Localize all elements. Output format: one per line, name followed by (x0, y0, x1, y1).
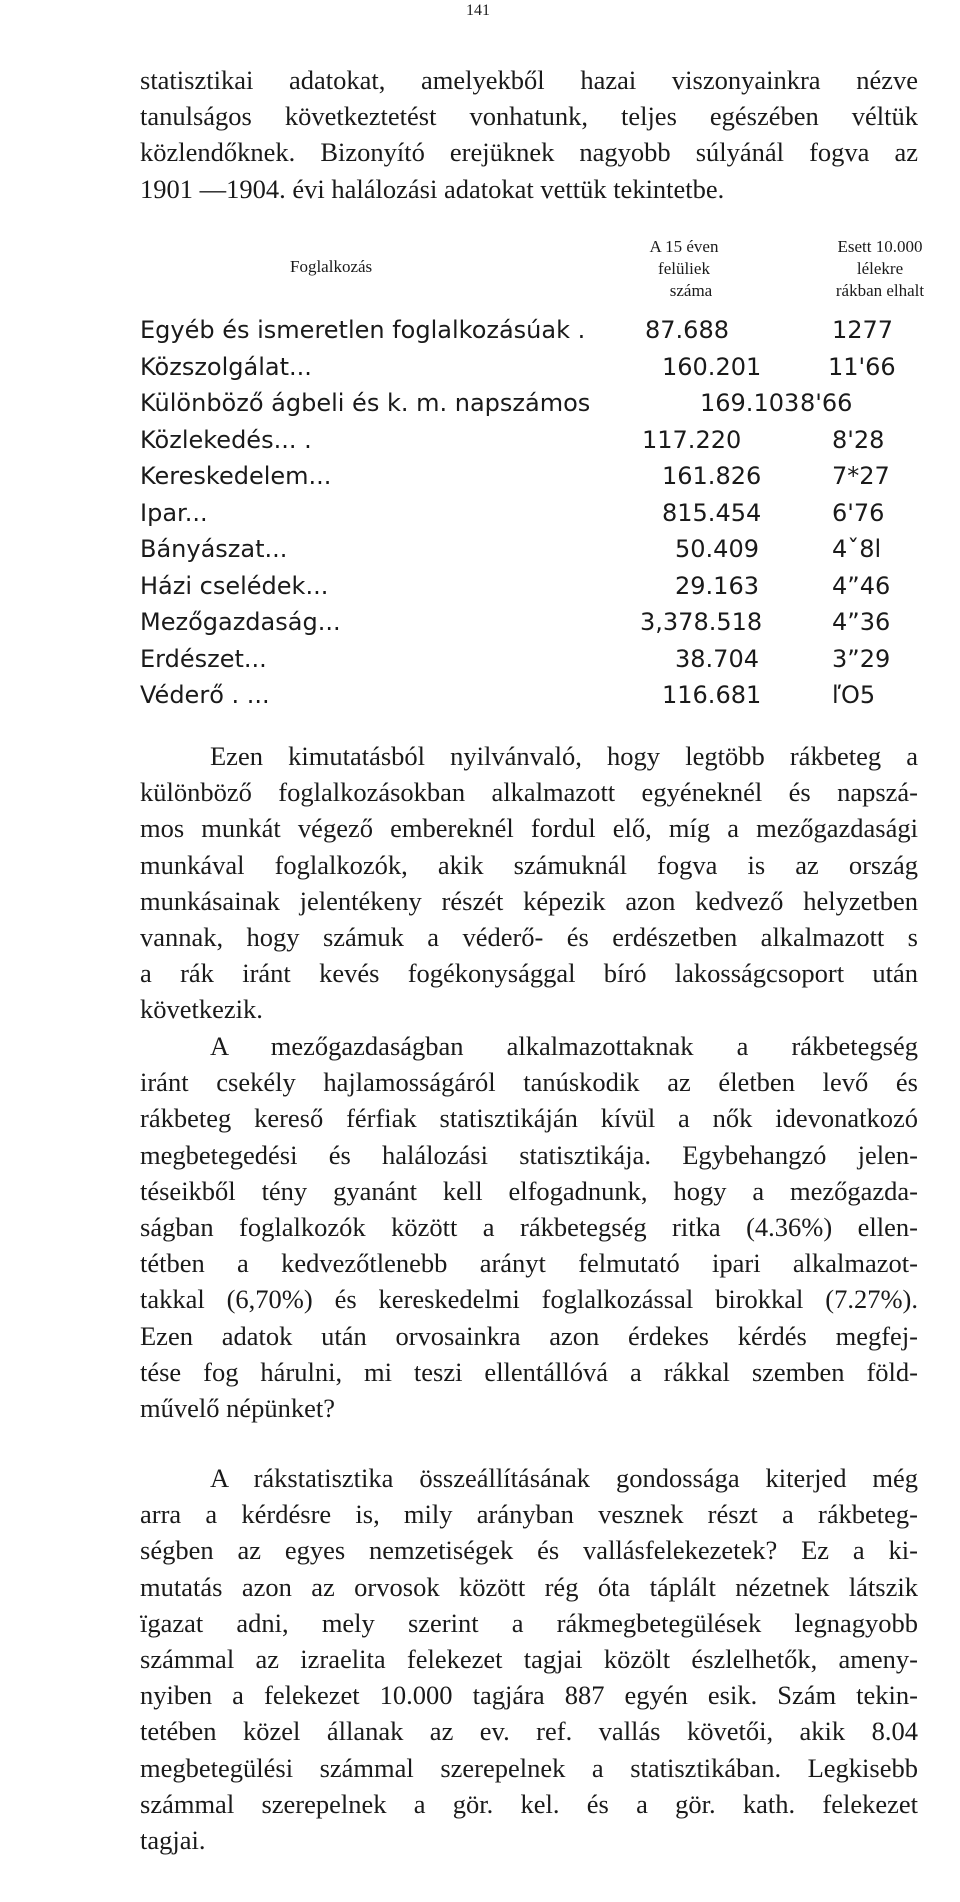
rate-header-line: Esett 10.000 (837, 237, 923, 256)
row-count: 50.409 (675, 535, 759, 563)
text-line: számmal az izraelita felekezet tagjai közölt észlelhetők, ameny- (140, 1644, 918, 1675)
text-line: számmal szerepelnek a gör. kel. és a gör. kath. felekezet (140, 1788, 918, 1819)
text-line: statisztikai adatokat, amelyekből hazai viszonyainkra nézve (140, 65, 918, 95)
row-label: Bányászat... (140, 535, 288, 563)
row-rate: ľO5 (832, 681, 876, 709)
text-line: mutatás azon az orvosok között rég óta táplált nézetnek látszik (140, 1571, 918, 1602)
table-row (140, 462, 918, 499)
row-label: Házi cselédek... (140, 571, 329, 600)
rate-header-line: rákban elhalt (835, 281, 925, 300)
table-row (140, 572, 918, 609)
row-rate: 8'28 (832, 425, 885, 454)
row-count: 87.688 (645, 316, 729, 344)
table-row (140, 608, 918, 645)
text-line: A rákstatisztika összeállításának gondossága kiterjed még (210, 1463, 918, 1493)
text-line: téseikből tény gyanánt kell elfogadnunk, hogy a mezőgazda- (140, 1175, 918, 1206)
row-rate: 11'66 (828, 352, 896, 381)
row-rate: 7*27 (832, 462, 890, 490)
text-line: ïgazat adni, mely szerint a rákmegbetegülések legnagyobb (140, 1607, 918, 1638)
row-rate: 8'66 (800, 389, 853, 417)
table-row (140, 681, 918, 718)
occupation-header: Foglalkozás (290, 257, 373, 276)
table-row (140, 499, 918, 536)
row-rate: 4”46 (832, 571, 891, 600)
table-row (140, 389, 918, 426)
text-line: 1901 —1904. évi halálozási adatokat vettük tekintetbe. (140, 173, 725, 204)
text-line: iránt csekély hajlamosságáról tanúskodik az életben levő és (140, 1067, 918, 1098)
rate-header (800, 236, 960, 302)
text-line: ságban foglalkozók között a rákbetegség ritka (4.36%) ellen- (140, 1212, 918, 1243)
text-line: mos munkát végező embereknél fordul elő, míg a mezőgazdasági (140, 813, 918, 844)
text-line: a rák iránt kevés fogékonysággal bíró lakosságcsoport után (140, 958, 918, 989)
row-label: Ipar... (140, 498, 208, 527)
row-label: Egyéb és ismeretlen foglalkozásúak . (140, 316, 586, 344)
row-rate: 1277 (832, 316, 894, 344)
row-rate: 3”29 (832, 644, 891, 673)
text-line: Ezen adatok után orvosainkra azon érdekes kérdés megfej- (140, 1320, 918, 1351)
text-line: művelő népünket? (140, 1393, 336, 1424)
paragraph-3 (140, 1460, 918, 1858)
text-line: rákbeteg kereső férfiak statisztikáján kívül a nők idevonatkozó (140, 1103, 918, 1134)
text-line: takkal (6,70%) és kereskedelmi foglalkozással birokkal (7.27%). (140, 1284, 918, 1315)
table-row (140, 645, 918, 682)
count-header (624, 236, 744, 302)
text-line: A mezőgazdaságban alkalmazottaknak a rákbetegség (210, 1031, 918, 1061)
intro-paragraph (140, 62, 918, 207)
count-header-line: száma (669, 281, 713, 300)
text-line: közlendőknek. Bizonyító erejüknek nagyobb súlyánál fogva az (140, 137, 918, 168)
row-count: 116.681 (662, 681, 762, 709)
count-header-line: A 15 éven (649, 237, 719, 256)
rate-header-line: lélekre (856, 259, 904, 278)
row-count: 117.220 (642, 425, 742, 454)
row-label: Erdészet... (140, 644, 267, 673)
text-line: megbetegedési és halálozási statisztikája. Egybehangzó jelen- (140, 1139, 918, 1170)
count-header-line: felüliek (658, 259, 710, 278)
text-line: következik. (140, 994, 263, 1025)
row-label: Mezőgazdaság... (140, 608, 341, 636)
paragraph-1 (140, 738, 918, 1028)
text-line: nyiben a felekezet 10.000 tagjára 887 egyén esik. Szám tekin- (140, 1680, 918, 1711)
text-line: tése fog hárulni, mi teszi ellentállóvá a rákkal szemben föld- (140, 1356, 918, 1387)
text-line: ségben az egyes nemzetiségek és vallásfelekezetek? Ez a ki- (140, 1535, 918, 1566)
text-line: Ezen kimutatásból nyilvánvaló, hogy legtöbb rákbeteg a (210, 741, 918, 771)
row-count: 3,378.518 (640, 608, 763, 636)
row-rate: 6'76 (832, 498, 885, 527)
row-label: Közszolgálat... (140, 352, 312, 381)
page-number: 141 (466, 2, 490, 19)
row-count: 815.454 (662, 498, 762, 527)
row-label: Közlekedés... . (140, 425, 312, 454)
table-row (140, 353, 918, 390)
row-label: Kereskedelem... (140, 462, 332, 490)
row-count: 169.103 (700, 389, 800, 417)
row-count: 38.704 (675, 644, 759, 673)
row-count: 161.826 (662, 462, 762, 490)
text-line: tétben a kedvezőtlenebb arányt felmutató ipari alkalmazot- (140, 1248, 918, 1279)
paragraph-2 (140, 1028, 918, 1426)
text-line: megbetegülési számmal szerepelnek a statisztikában. Legkisebb (140, 1752, 918, 1783)
text-line: arra a kérdésre is, mily arányban vesznek részt a rákbeteg- (140, 1499, 918, 1530)
text-line: munkával foglalkozók, akik számuknál fogva is az ország (140, 849, 918, 880)
row-label: Véderő . ... (140, 681, 270, 709)
text-line: munkásainak jelentékeny részét képezik azon kedvező helyzetben (140, 885, 918, 916)
row-count: 29.163 (675, 571, 759, 600)
text-line: különböző foglalkozásokban alkalmazott egyéneknél és napszá- (140, 777, 918, 808)
row-label: Különböző ágbeli és k. m. napszámos (140, 389, 591, 417)
table-row (140, 535, 918, 572)
row-rate: 4”36 (832, 608, 891, 636)
table-row (140, 316, 918, 353)
row-rate: 4ˇ8l (832, 535, 882, 563)
text-line: tanulságos következtetést vonhatunk, teljes egészében véltük (140, 101, 918, 132)
text-line: tetében közel állanak az ev. ref. vallás követői, akik 8.04 (140, 1716, 918, 1747)
text-line: vannak, hogy számuk a véderő- és erdészetben alkalmazott s (140, 922, 918, 953)
occupation-table (140, 316, 918, 718)
table-header (140, 232, 925, 312)
text-line: tagjai. (140, 1825, 206, 1856)
table-row (140, 426, 918, 463)
row-count: 160.201 (662, 352, 762, 381)
